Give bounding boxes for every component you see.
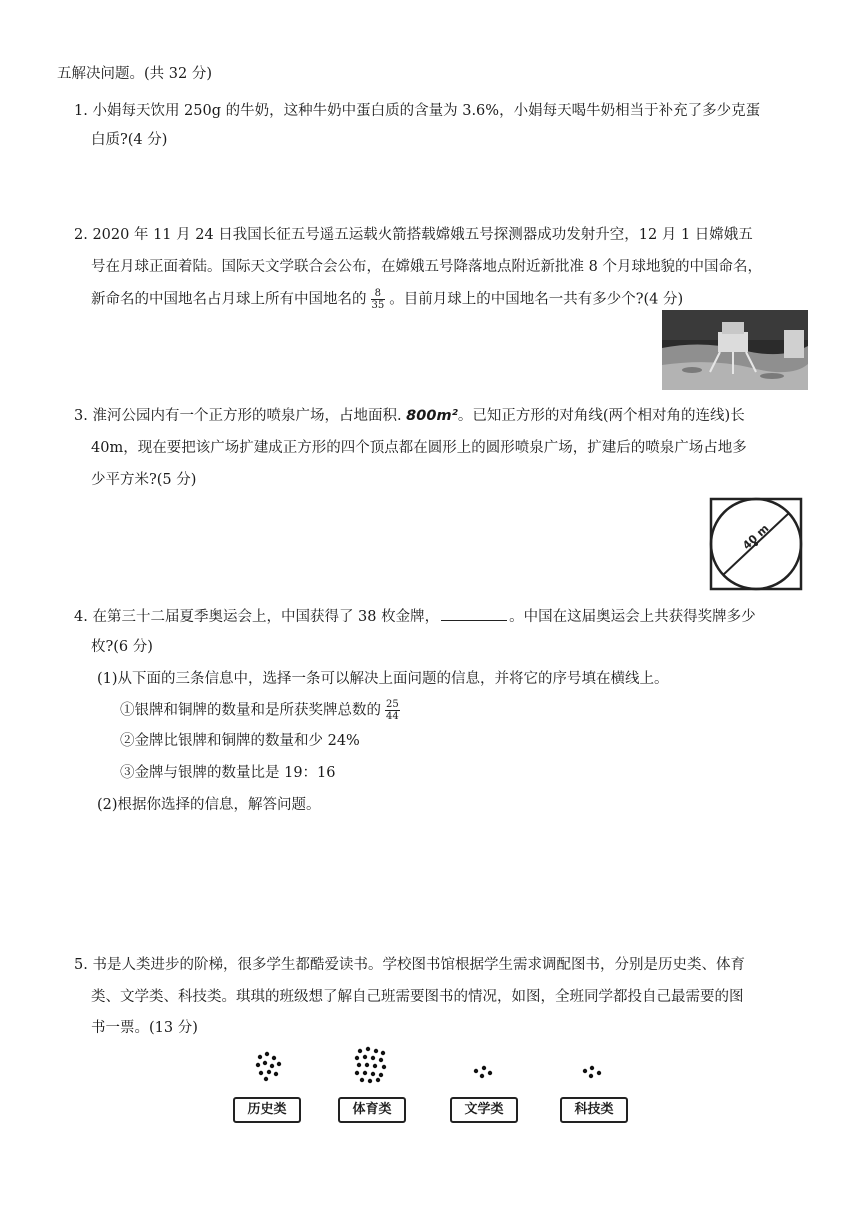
q4-sub1: (1)从下面的三条信息中，选择一条可以解决上面问题的信息，并将它的序号填在横线上。 (97, 671, 669, 687)
q4-line1-after: 。中国在这届奥运会上共获得奖牌多少 (509, 609, 756, 625)
q4-sub2: (2)根据你选择的信息，解答问题。 (97, 797, 321, 813)
q4-line2: 枚?(6 分) (91, 639, 153, 655)
fraction-8-35: $\frac{8}{35}$ (371, 288, 385, 311)
q4-option2: ②金牌比银牌和铜牌的数量和少 24% (120, 733, 360, 749)
q3-line2: 40m，现在要把该广场扩建成正方形的四个顶点都在圆形上的圆形喷泉广场，扩建后的喷泉广场占地多 (91, 440, 747, 456)
q5-line1: 5. 书是人类进步的阶梯，很多学生都酷爱读书。学校图书馆根据学生需求调配图书，分别是历史类、体育 (74, 957, 745, 973)
category-sports: 体育类 (338, 1097, 406, 1123)
q1-line2: 白质?(4 分) (91, 132, 168, 148)
circle-square-figure (703, 497, 809, 593)
science-vote-dots (583, 1066, 601, 1078)
book-vote-figure (230, 1045, 650, 1125)
literature-vote-dots (474, 1066, 492, 1078)
q3-line1-before: 3. 淮河公园内有一个正方形的喷泉广场，占地面积. (74, 408, 402, 424)
diagonal-label: 40 m (740, 521, 772, 553)
answer-blank[interactable] (441, 606, 507, 621)
q4-line1-before: 4. 在第三十二届夏季奥运会上，中国获得了 38 枚金牌， (74, 609, 440, 625)
lunar-lander-photo (662, 310, 808, 390)
q3-line1 (74, 406, 745, 426)
q4-option1 (120, 699, 404, 722)
category-literature: 文学类 (450, 1097, 518, 1123)
q2-line3 (91, 288, 683, 311)
fraction-25-44: $\frac{25}{44}$ (386, 699, 399, 722)
category-science: 科技类 (560, 1097, 628, 1123)
q4-option1-text: ①银牌和铜牌的数量和是所获奖牌总数的 (120, 702, 381, 719)
history-vote-dots (256, 1052, 281, 1081)
q3-line3: 少平方米?(5 分) (91, 472, 197, 488)
section-title: 五解决问题。(共 32 分) (57, 66, 212, 82)
q4-line1 (74, 606, 756, 627)
q2-line3-before: 新命名的中国地名占月球上所有中国地名的 (91, 291, 367, 308)
q4-option3: ③金牌与银牌的数量比是 19：16 (120, 765, 336, 781)
q1-line1: 1. 小娟每天饮用 250g 的牛奶，这种牛奶中蛋白质的含量为 3.6%，小娟每天喝牛奶相当于补充了多少克蛋 (74, 103, 761, 119)
q3-line1-after: 。已知正方形的对角线(两个相对角的连线)长 (457, 408, 745, 424)
q2-line1: 2. 2020 年 11 月 24 日我国长征五号遥五运载火箭搭载嫦娥五号探测器成功发射升空，12 月 1 日嫦娥五 (74, 227, 753, 243)
q2-line2: 号在月球正面着陆。国际天文学联合会公布，在嫦娥五号降落地点附近新批准 8 个月球地貌的中国命名， (91, 259, 762, 275)
q5-line3: 书一票。(13 分) (91, 1020, 198, 1036)
sports-vote-dots (355, 1047, 386, 1083)
category-history: 历史类 (233, 1097, 301, 1123)
q5-line2: 类、文学类、科技类。琪琪的班级想了解自己班需要图书的情况，如图，全班同学都投自己最需要的图 (91, 989, 744, 1005)
area-value: 800m² (406, 408, 458, 424)
q2-line3-after: 。目前月球上的中国地名一共有多少个?(4 分) (389, 291, 684, 308)
